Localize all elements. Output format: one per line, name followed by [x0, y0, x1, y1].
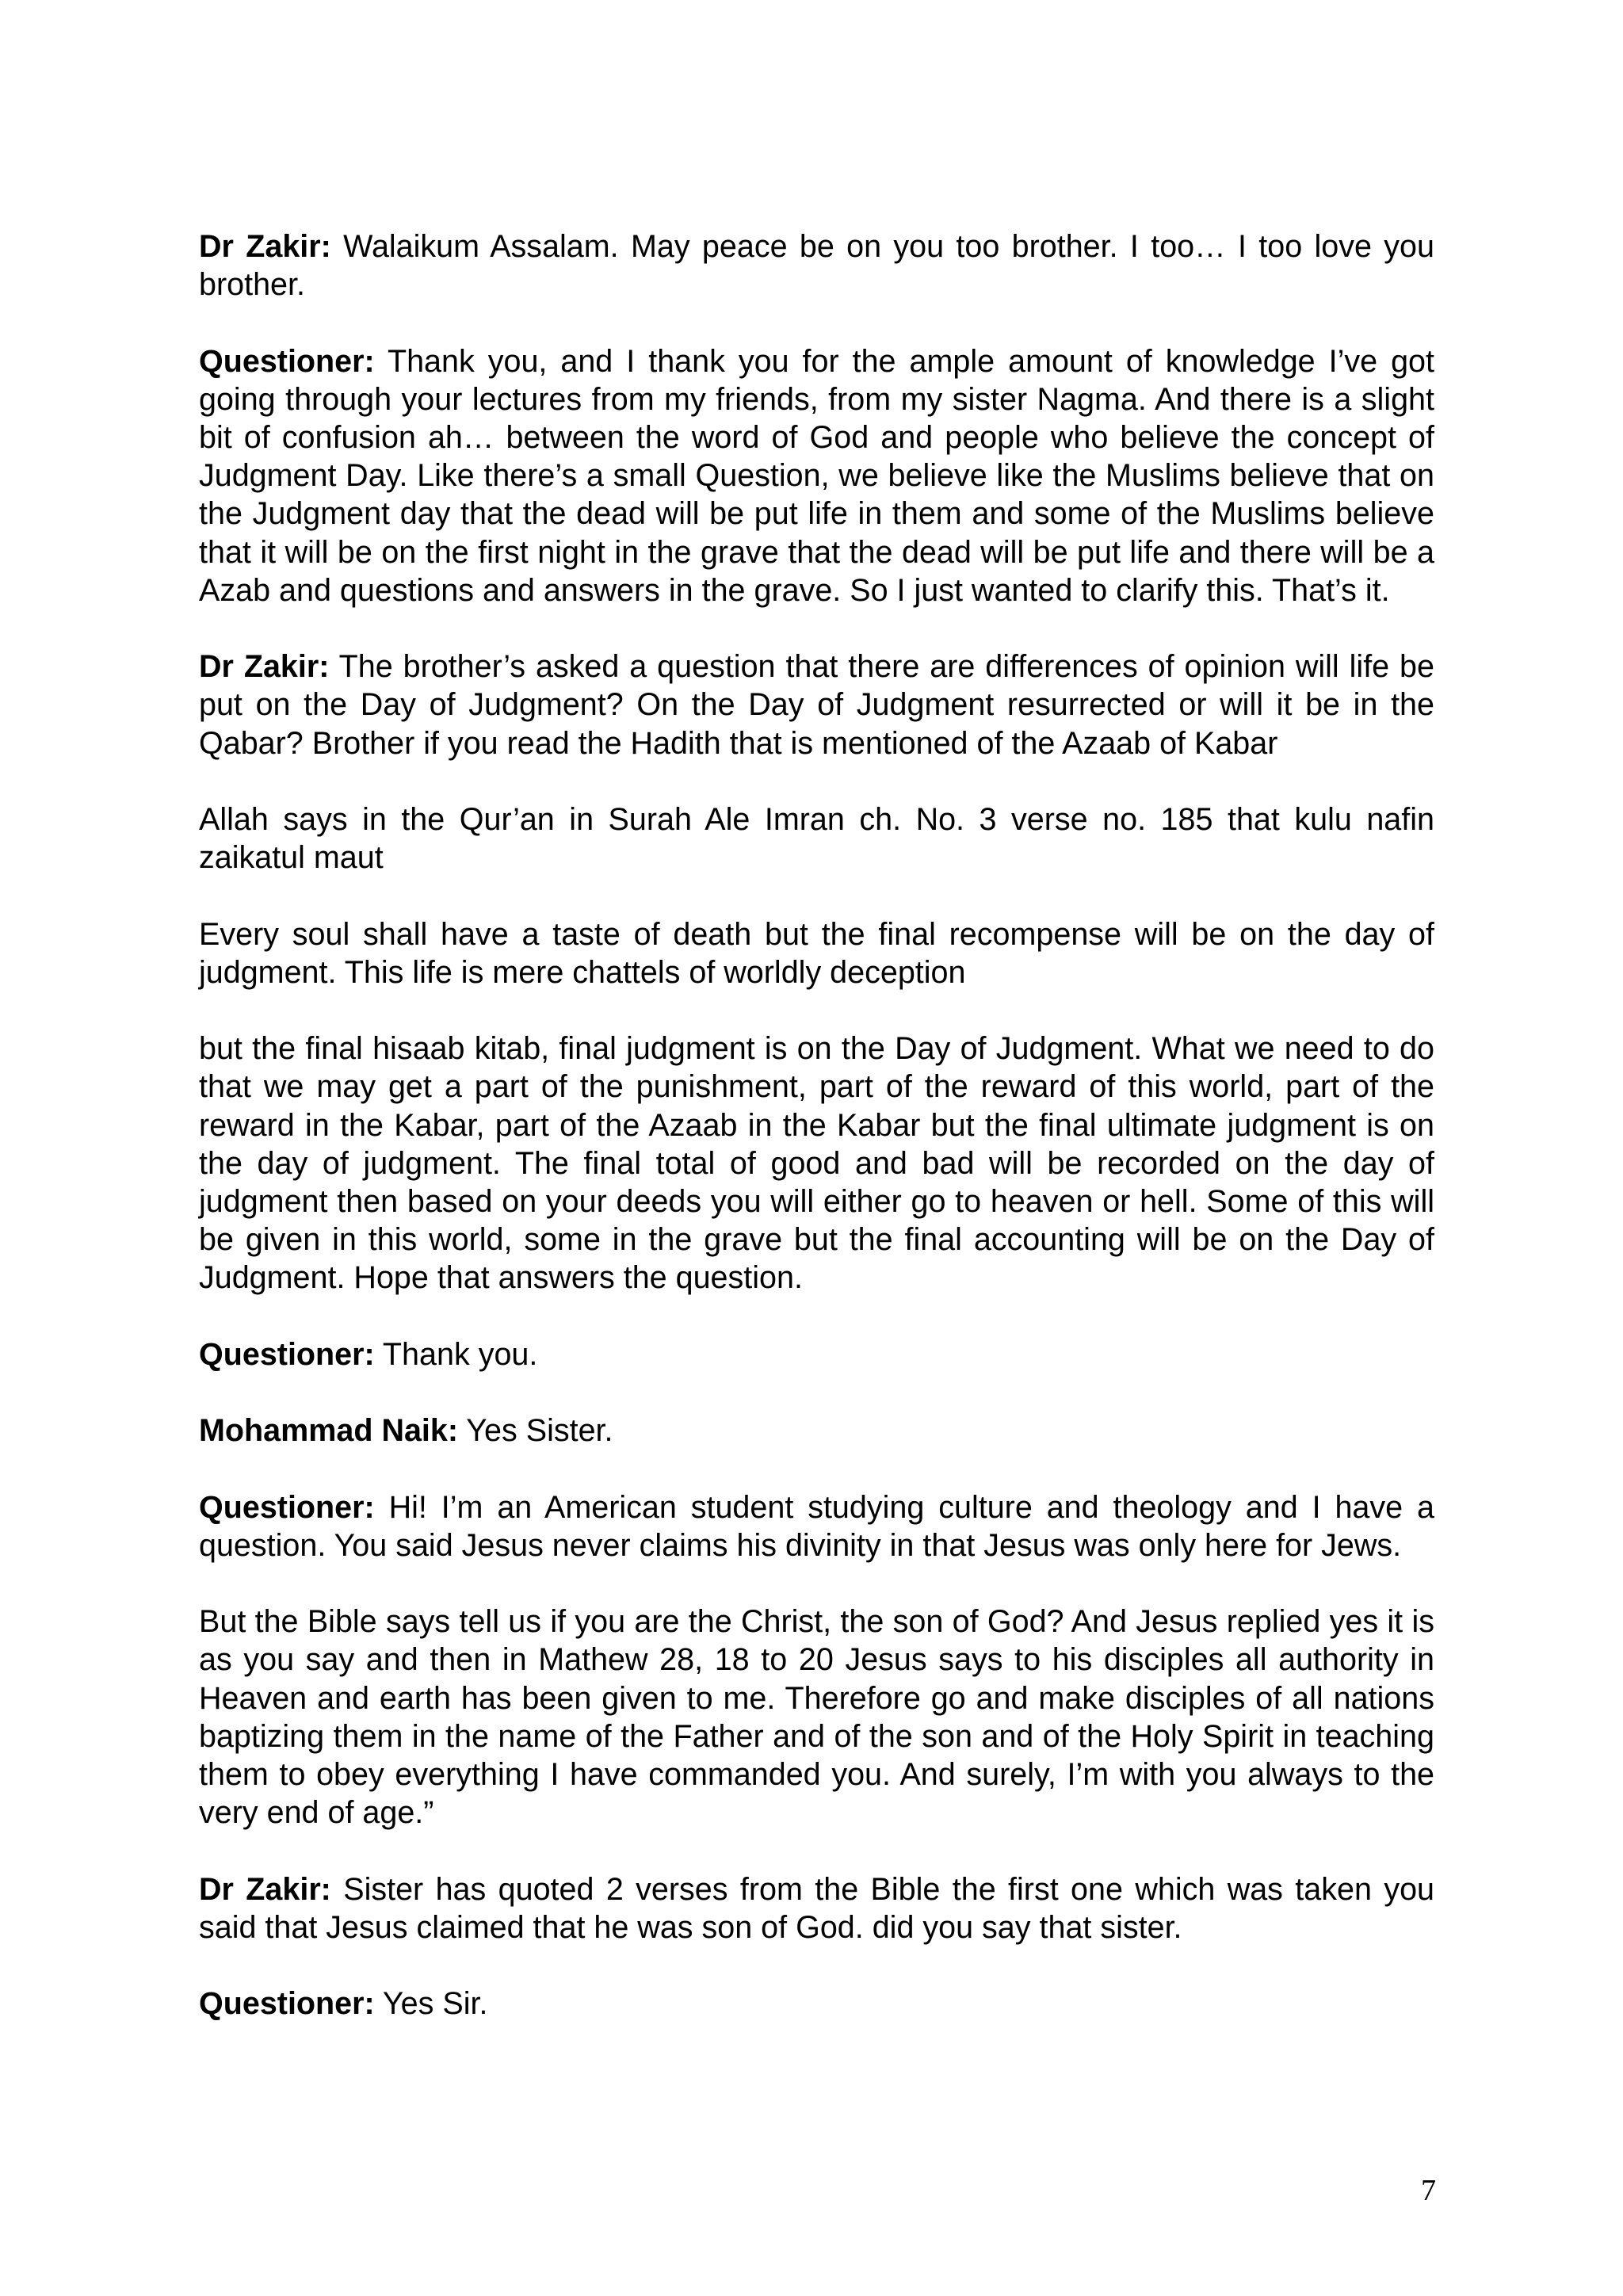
- paragraph: [199, 800, 1434, 877]
- speaker-label: Dr Zakir:: [199, 1871, 331, 1907]
- paragraph-text: Hi! I’m an American student studying culture and theology and I have a question. You said Jesus never claims his divinity in that Jesus was only here for Jews.: [199, 1489, 1434, 1563]
- page-number: 7: [1421, 2174, 1436, 2207]
- paragraph: [199, 915, 1434, 991]
- paragraph-text: Allah says in the Qur’an in Surah Ale Imran ch. No. 3 verse no. 185 that kulu nafin zaikatul maut: [199, 802, 1434, 876]
- speaker-label: Dr Zakir:: [199, 229, 331, 264]
- paragraph-text: The brother’s asked a question that there are differences of opinion will life be put on the Day of Judgment? On the Day of Judgment resurrected or will it be in the Qabar? Brother if you read the Hadith that is mentioned of the Azaab of Kabar: [199, 649, 1434, 761]
- speaker-label: Questioner:: [199, 1336, 375, 1372]
- paragraph: [199, 1030, 1434, 1297]
- paragraph: [199, 1985, 1434, 2023]
- paragraph-text: Walaikum Assalam. May peace be on you too brother. I too… I too love you brother.: [199, 229, 1434, 303]
- speaker-label: Questioner:: [199, 1489, 375, 1525]
- paragraph: [199, 227, 1434, 304]
- paragraph: [199, 1412, 1434, 1450]
- paragraph: [199, 1335, 1434, 1373]
- paragraph-text: But the Bible says tell us if you are the Christ, the son of God? And Jesus replied yes it is as you say and then in Mathew 28, 18 to 20 Jesus says to his disciples all authority in Heaven and earth has been given to me. Therefore go and make disciples of all nations baptizing them in the name of the Father and of the son and of the Holy Spirit in teaching them to obey everything I have commanded you. And surely, I’m with you always to the very end of age.”: [199, 1604, 1434, 1831]
- paragraph-text: Yes Sir.: [374, 1986, 488, 2022]
- paragraph: [199, 342, 1434, 609]
- paragraph: [199, 648, 1434, 762]
- paragraph: [199, 1603, 1434, 1832]
- speaker-label: Questioner:: [199, 1986, 375, 2022]
- paragraph-text: Every soul shall have a taste of death but the final recompense will be on the day of judgment. This life is mere chattels of worldly deception: [199, 916, 1434, 990]
- paragraph-text: Yes Sister.: [458, 1413, 613, 1449]
- paragraph: [199, 1870, 1434, 1946]
- paragraph-text: Thank you.: [374, 1336, 538, 1372]
- speaker-label: Questioner:: [199, 343, 375, 379]
- paragraph-text: Sister has quoted 2 verses from the Bible the first one which was taken you said that Jesus claimed that he was son of God. did you say that sister.: [199, 1871, 1435, 1945]
- paragraph: [199, 1488, 1434, 1564]
- paragraph-text: but the final hisaab kitab, final judgment is on the Day of Judgment. What we need to do that we may get a part of the punishment, part of the reward of this world, part of the reward in the Kabar, part of the Azaab in the Kabar but the final ultimate judgment is on the day of judgment. The final total of good and bad will be recorded on the day of judgment then based on your deeds you will either go to heaven or hell. Some of this will be given in this world, some in the grave but the final accounting will be on the Day of Judgment. Hope that answers the question.: [199, 1031, 1434, 1296]
- transcript-body: [199, 227, 1434, 2061]
- speaker-label: Dr Zakir:: [199, 649, 330, 685]
- speaker-label: Mohammad Naik:: [199, 1413, 459, 1449]
- paragraph-text: Thank you, and I thank you for the ample amount of knowledge I’ve got going through your lectures from my friends, from my sister Nagma. And there is a slight bit of confusion ah… between the word of God and people who believe the concept of Judgment Day. Like there’s a small Question, we believe like the Muslims believe that on the Judgment day that the dead will be put life in them and some of the Muslims believe that it will be on the first night in the grave that the dead will be put life and there will be a Azab and questions and answers in the grave. So I just wanted to clarify this. That’s it.: [199, 343, 1434, 608]
